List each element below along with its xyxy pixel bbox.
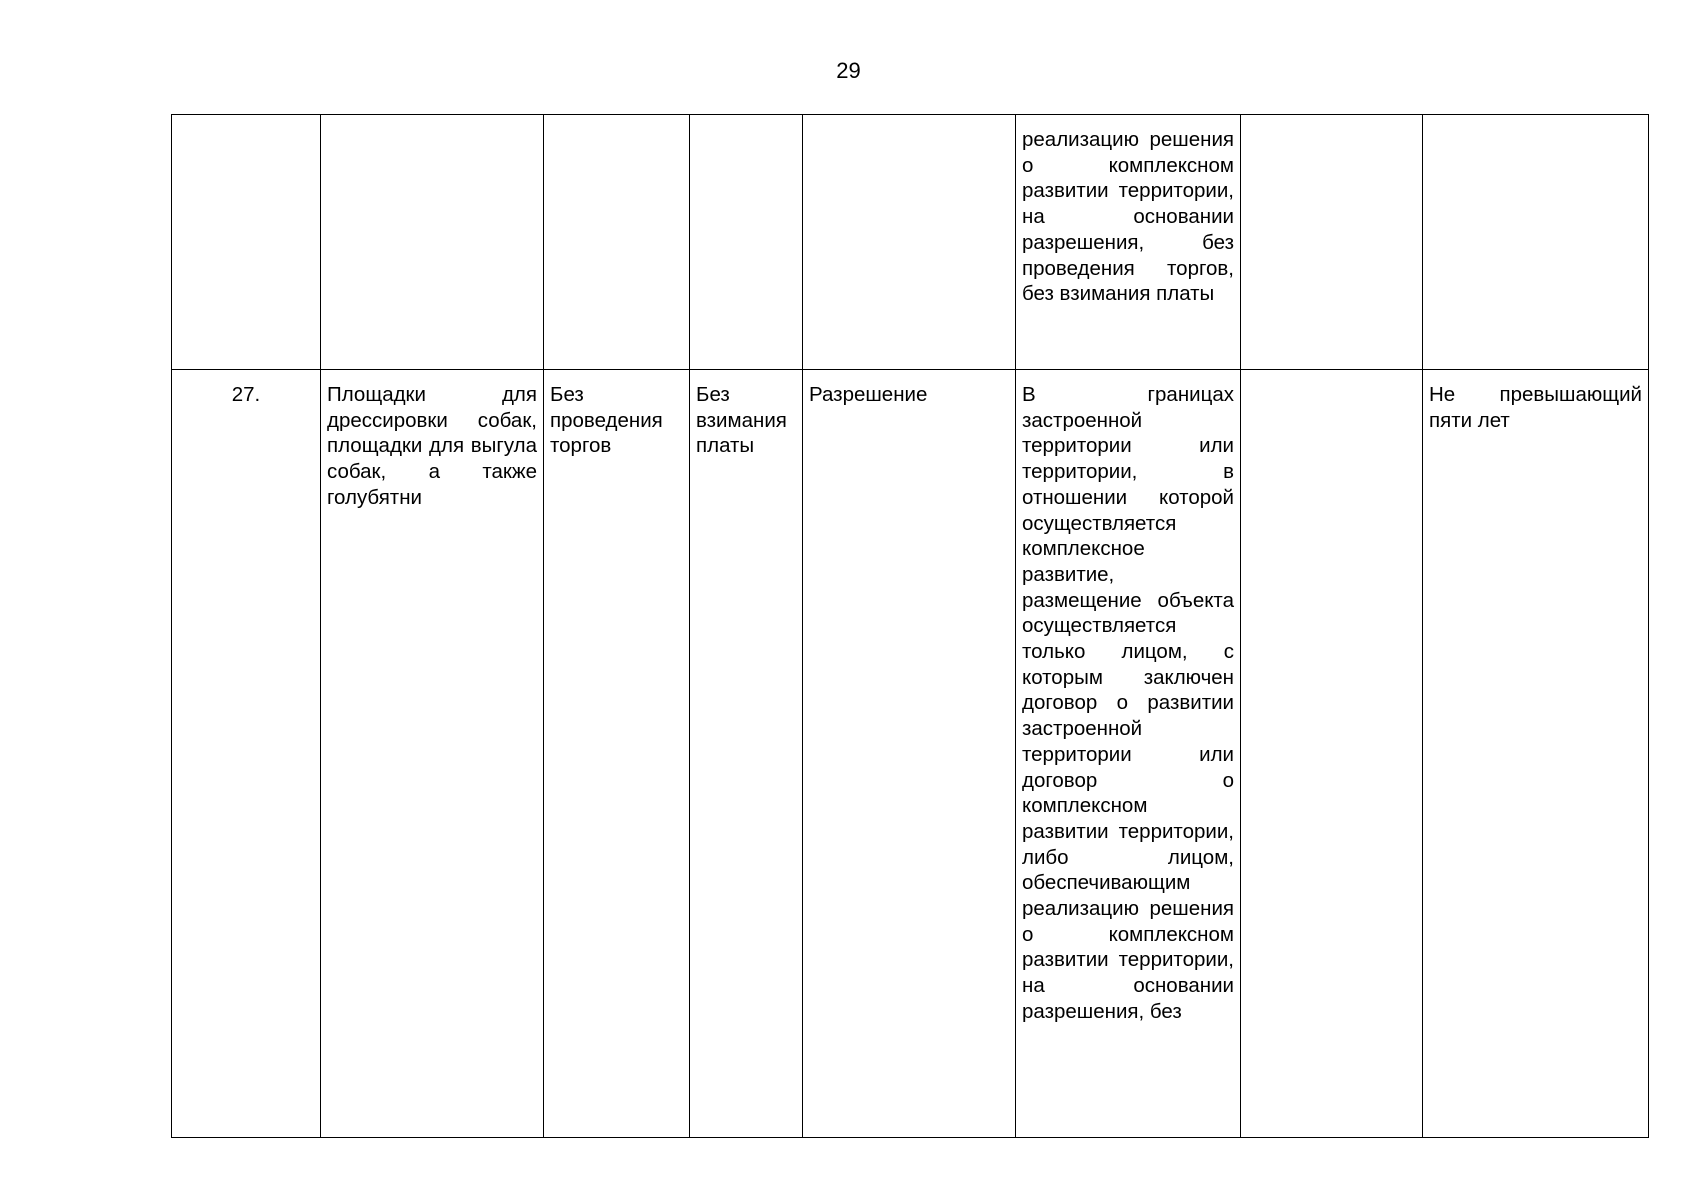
cell-object bbox=[321, 370, 544, 1138]
payment-text: Без взимания платы bbox=[696, 383, 787, 458]
table-row-continuation bbox=[172, 115, 1649, 370]
row-number: 27. bbox=[231, 383, 261, 406]
cell-document bbox=[803, 115, 1016, 370]
document-text: Разрешение bbox=[809, 383, 928, 406]
cell-col7 bbox=[1241, 115, 1423, 370]
table-row-27 bbox=[172, 370, 1649, 1138]
cell-term bbox=[1423, 115, 1649, 370]
cell-number bbox=[172, 370, 321, 1138]
cell-conditions-text: реализацию решения о комплексном развитии территории, на основании разрешения, без проведения торгов, без взимания платы bbox=[1022, 128, 1234, 306]
cell-procedure bbox=[544, 115, 690, 370]
cell-col7 bbox=[1241, 370, 1423, 1138]
cell-conditions bbox=[1016, 370, 1241, 1138]
cell-payment bbox=[690, 115, 803, 370]
procedure-text: Без проведения торгов bbox=[550, 383, 663, 458]
cell-term bbox=[1423, 370, 1649, 1138]
cell-payment bbox=[690, 370, 803, 1138]
conditions-text: В границах застроенной территории или территории, в отношении которой осуществляется комплексное развитие, размещение объекта осуществляется только лицом, с которым заключен договор о развитии застроенной территории или договор о комплексном развитии территории, либо лицом, обеспечивающим реализацию решения о комплексном развитии территории, на основании разрешения, без bbox=[1022, 383, 1234, 1023]
term-text: Не превышающий пяти лет bbox=[1429, 383, 1642, 432]
cell-conditions bbox=[1016, 115, 1241, 370]
cell-document bbox=[803, 370, 1016, 1138]
page-number: 29 bbox=[836, 58, 861, 83]
cell-procedure bbox=[544, 370, 690, 1138]
cell-number bbox=[172, 115, 321, 370]
object-text: Площадки для дрессировки собак, площадки для выгула собак, а также голубятни bbox=[327, 383, 537, 509]
cell-object bbox=[321, 115, 544, 370]
document-table bbox=[171, 114, 1649, 1138]
